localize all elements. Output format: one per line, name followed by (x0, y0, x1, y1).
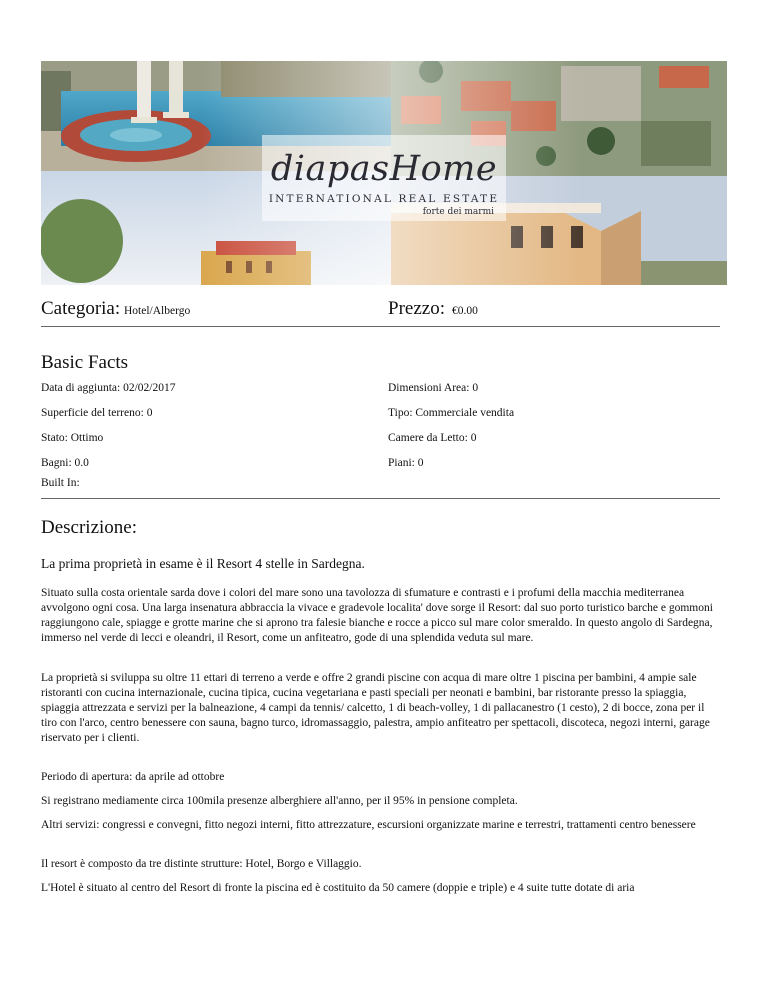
description-title: Descrizione: (41, 517, 138, 538)
fact-land-surface: Superficie del terreno: 0 (41, 407, 153, 419)
basic-facts-title: Basic Facts (41, 352, 129, 373)
description-paragraph: Periodo di apertura: da aprile ad ottobre (41, 771, 225, 783)
fact-built-in: Built In: (41, 477, 80, 489)
brand-city: forte dei marmi (422, 207, 494, 217)
description-paragraph: Il resort è composto da tre distinte strutture: Hotel, Borgo e Villaggio. (41, 858, 362, 870)
category-value: Hotel/Albergo (124, 305, 191, 317)
category-label: Categoria: (41, 298, 121, 319)
header-banner (41, 61, 727, 285)
description-paragraph: Si registrano mediamente circa 100mila presenze alberghiere all'anno, per il 95% in pensione completa. (41, 795, 518, 807)
fact-date-added: Data di aggiunta: 02/02/2017 (41, 382, 176, 394)
fact-type: Tipo: Commerciale vendita (388, 407, 515, 419)
fact-floors: Piani: 0 (388, 457, 424, 469)
fact-area: Dimensioni Area: 0 (388, 382, 479, 394)
description-paragraph: La proprietà si sviluppa su oltre 11 ettari di terreno a verde e offre 2 grandi piscine con acqua di mare oltre 1 piscina per bambini, 4 ampie sale ristoranti con cucina internazionale, cucina tipica, cucina vegetariana e pasti speciali per neonati e bambini, bar ristorante presso la spiaggia, spiaggia attrezzata e servizi per la balneazione, 4 campi da tennis/ calcetto, 1 di beach-volley, 1 di pallacanestro (1 cesto), 2 di bocce, zona per il tiro con l'arco, centro benessere con sauna, bagno turco, idromassaggio, palestra, ampio anfiteatro per spettacoli, discoteca, negozi interni, garage riservato per i clienti. (41, 672, 710, 744)
description-paragraph: Altri servizi: congressi e convegni, fitto negozi interni, fitto attrezzature, escursioni organizzate marine e terrestri, trattamenti centro benessere (41, 819, 696, 831)
fact-condition: Stato: Ottimo (41, 432, 104, 444)
description-paragraph: Situato sulla costa orientale sarda dove i colori del mare sono una tavolozza di sfumature e contrasti e i profumi della macchia mediterranea avvolgono ogni cosa. Una larga insenatura abbraccia la vivace e gradevole localita' dove sorge il Resort: dal suo porto turistico barche e gommoni raggiungono cale, spiagge e grotte marine che si aprono tra falesie bianche e rocce a picco sul mare color smeraldo. In questo angolo di Sardegna, immerso nel verde di lecci e oleandri, il Resort, come un anfiteatro, gode di una splendida veduta sul mare. (41, 587, 713, 644)
fact-bathrooms: Bagni: 0.0 (41, 457, 89, 469)
brand-subtitle: INTERNATIONAL REAL ESTATE (268, 193, 500, 205)
brand-logo (262, 135, 506, 221)
fact-bedrooms: Camere da Letto: 0 (388, 432, 477, 444)
price-label: Prezzo: (388, 298, 445, 319)
divider (41, 498, 720, 499)
description-paragraph: L'Hotel è situato al centro del Resort di fronte la piscina ed è costituito da 50 camere (doppie e triple) e 4 suite tutte dotate di aria (41, 882, 635, 894)
divider (41, 326, 720, 327)
price-value: €0.00 (452, 305, 478, 317)
description-lead: La prima proprietà in esame è il Resort 4 stelle in Sardegna. (41, 556, 365, 571)
brand-name: diapasHome (270, 149, 498, 189)
